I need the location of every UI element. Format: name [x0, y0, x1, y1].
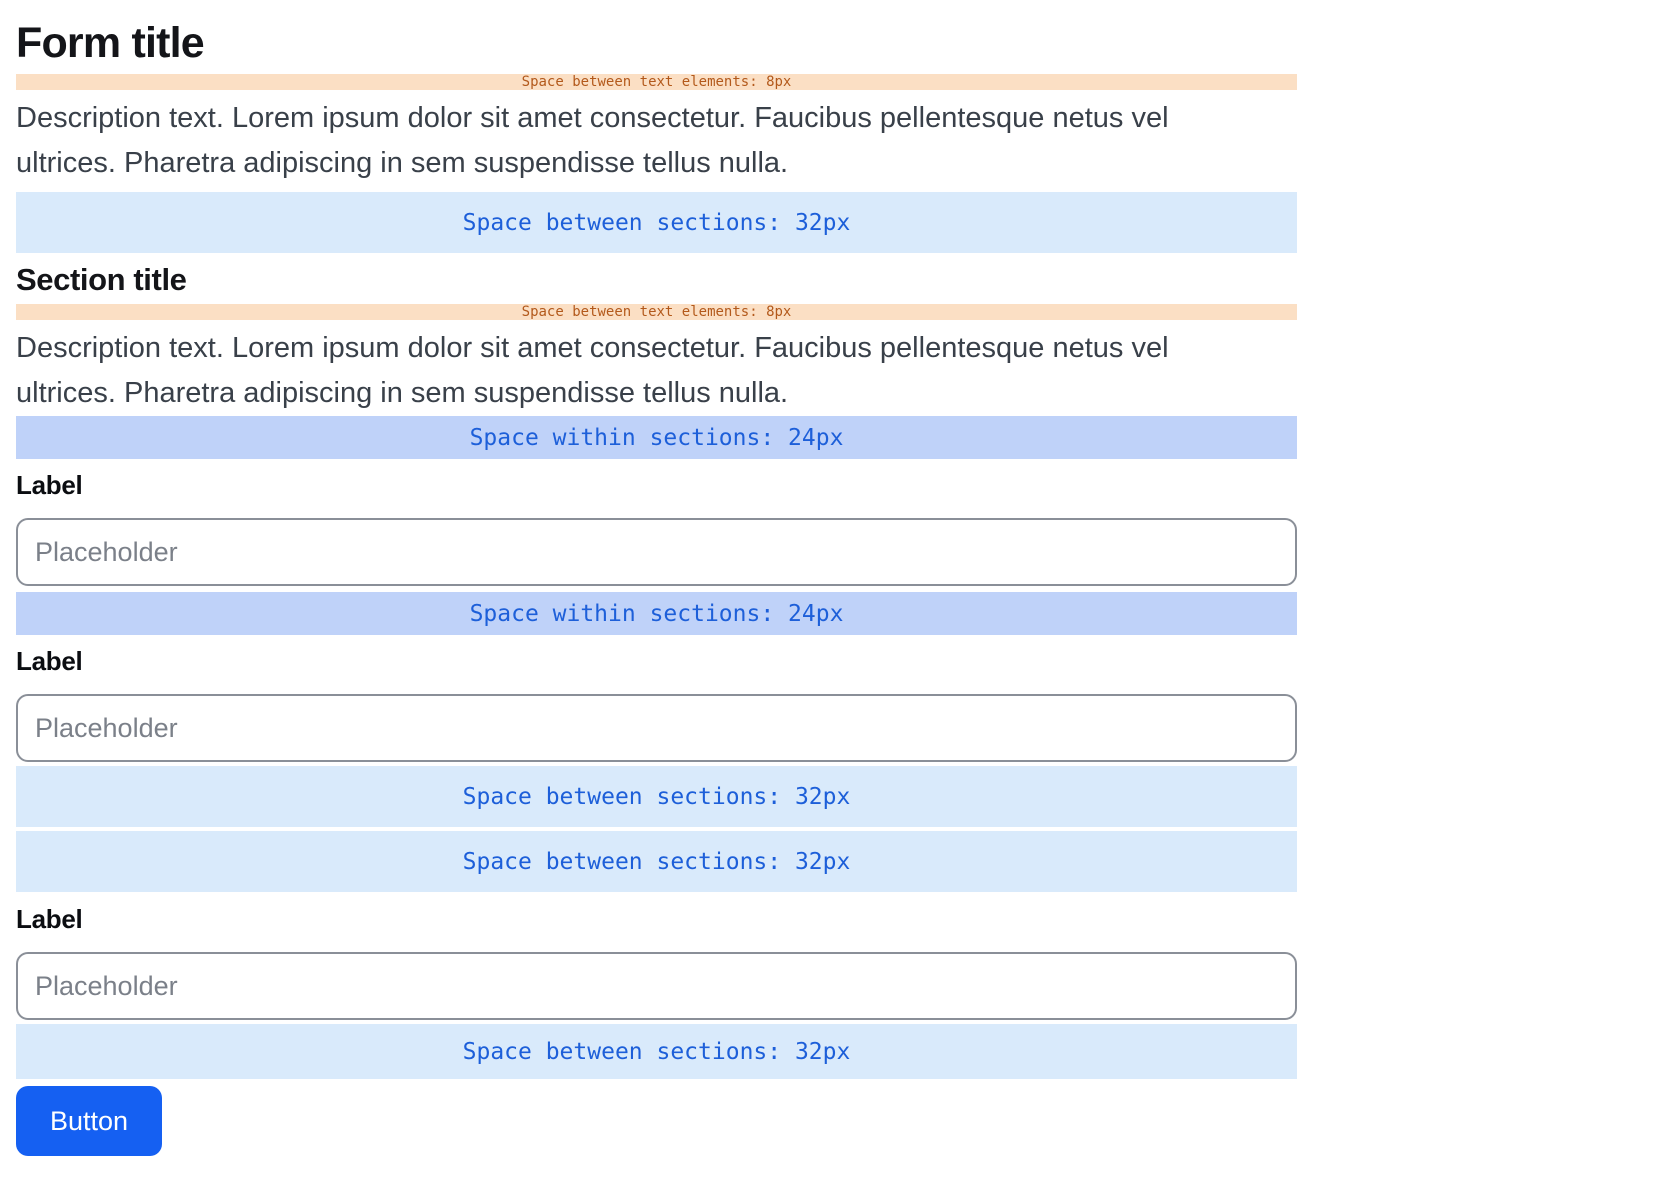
spacer-annotation-text: Space between sections: 32px: [462, 209, 851, 236]
spacer-between-sections-32px: [16, 1024, 1297, 1079]
spacer-annotation-text: Space between text elements: 8px: [521, 304, 792, 320]
spacer-annotation-text: Space within sections: 24px: [469, 600, 844, 627]
text-input-2[interactable]: [16, 694, 1297, 762]
spacer-between-sections-32px: [16, 766, 1297, 827]
spacer-annotation-text: Space between sections: 32px: [462, 848, 851, 875]
field-label-3: Label: [16, 904, 83, 934]
field-label-1: Label: [16, 470, 83, 500]
text-input-3[interactable]: [16, 952, 1297, 1020]
spacer-annotation-text: Space between sections: 32px: [462, 1038, 851, 1065]
spacer-within-sections-24px: [16, 416, 1297, 459]
spacer-annotation-text: Space between text elements: 8px: [521, 74, 792, 90]
spacer-text-elements-8px: [16, 304, 1297, 320]
spacing-spec-page: [16, 18, 1297, 1156]
form-title: Form title: [16, 19, 204, 67]
form-description: Description text. Lorem ipsum dolor sit amet consectetur. Faucibus pellentesque netus vel ultrices. Pharetra adipiscing in sem suspendisse tellus nulla.: [16, 102, 1169, 179]
spacer-annotation-text: Space within sections: 24px: [469, 424, 844, 451]
spacer-text-elements-8px: [16, 74, 1297, 90]
section-title: Section title: [16, 262, 187, 297]
spacer-annotation-text: Space between sections: 32px: [462, 783, 851, 810]
text-input-1[interactable]: [16, 518, 1297, 586]
submit-button[interactable]: Button: [16, 1086, 162, 1156]
spacer-between-sections-32px: [16, 192, 1297, 253]
section-description: Description text. Lorem ipsum dolor sit amet consectetur. Faucibus pellentesque netus vel ultrices. Pharetra adipiscing in sem suspendisse tellus nulla.: [16, 332, 1169, 409]
spacer-within-sections-24px: [16, 592, 1297, 635]
field-label-2: Label: [16, 646, 83, 676]
spacer-between-sections-32px: [16, 831, 1297, 892]
